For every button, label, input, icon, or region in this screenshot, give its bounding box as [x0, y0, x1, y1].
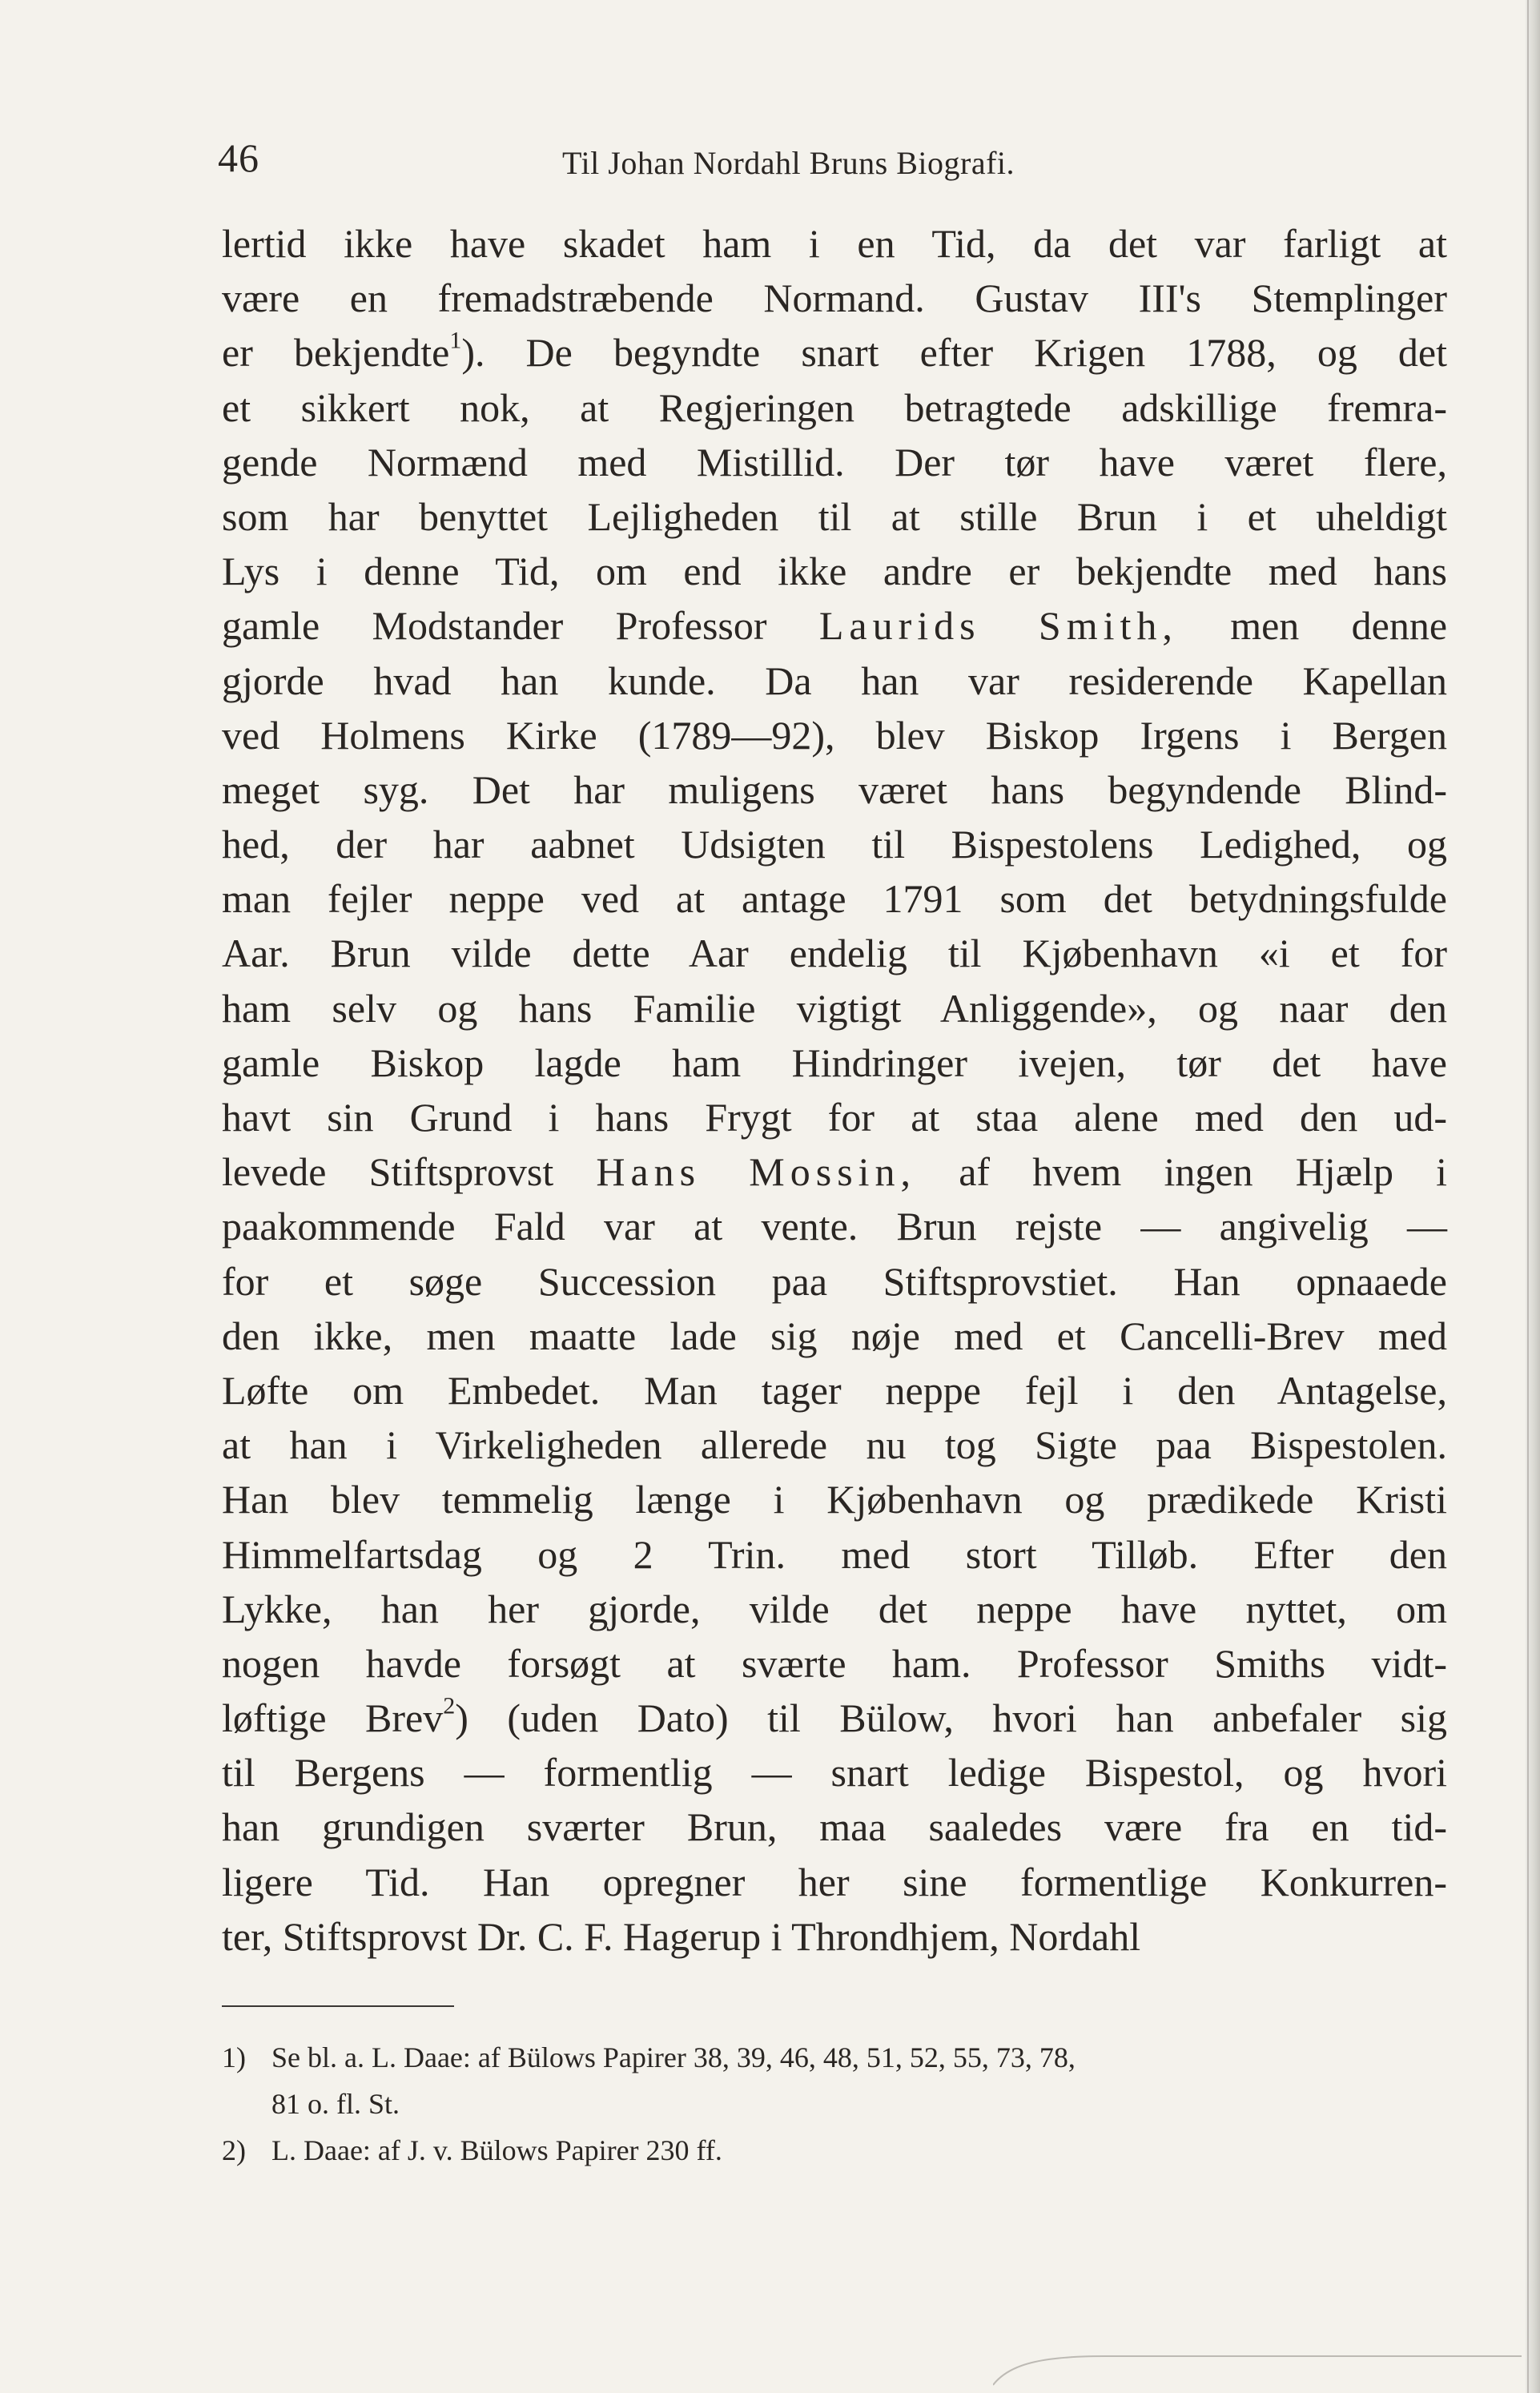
text-line: være en fremadstræbende Normand. Gustav III's Stemplinger	[222, 275, 1447, 321]
text-line: han grundigen sværter Brun, maa saaledes være fra en tid-	[222, 1804, 1447, 1850]
page-edge-line	[1527, 0, 1529, 2393]
text-line	[222, 598, 1447, 653]
text-line: ligere Tid. Han opregner her sine formentlige Konkurren-	[222, 1859, 1447, 1904]
text-segment: men denne	[1177, 603, 1448, 649]
running-title: Til Johan Nordahl Bruns Biografi.	[562, 145, 1015, 181]
text-line: lertid ikke have skadet ham i en Tid, da det var farligt at	[222, 221, 1447, 266]
footnote-2	[222, 2127, 1455, 2174]
footnote-mark: 1)	[222, 2041, 246, 2073]
text-line: Lys i denne Tid, om end ikke andre er bekjendte med hans	[222, 549, 1447, 594]
text-line	[222, 325, 1447, 380]
footnote-1	[222, 2034, 1455, 2081]
text-line: gamle Biskop lagde ham Hindringer ivejen, tør det have	[222, 1040, 1447, 1085]
text-line: Løfte om Embedet. Man tager neppe fejl i den Antagelse,	[222, 1367, 1447, 1413]
text-line: nogen havde forsøgt at sværte ham. Professor Smiths vidt-	[222, 1640, 1447, 1686]
body-text	[222, 216, 1447, 1964]
page-curl-mark	[993, 2347, 1522, 2387]
text-segment: er bekjendte	[222, 330, 450, 376]
footnote-1-continuation: 81 o. fl. St.	[271, 2088, 400, 2120]
text-line: som har benyttet Lejligheden til at stille Brun i et uheldigt	[222, 493, 1447, 539]
footnote-rule	[222, 2005, 454, 2007]
footnote-mark: 2)	[222, 2134, 246, 2166]
text-segment: levede Stiftsprovst	[222, 1149, 554, 1195]
footnote-text: L. Daae: af J. v. Bülows Papirer 230 ff.	[271, 2134, 722, 2166]
text-segment: løftige Brev	[222, 1695, 444, 1741]
text-line: Aar. Brun vilde dette Aar endelig til Kjøbenhavn «i et for	[222, 931, 1447, 976]
text-segment: ) (uden Dato) til Bülow, hvori han anbefaler sig	[455, 1695, 1447, 1741]
spaced-name: Hans Mossin,	[596, 1149, 917, 1195]
text-line: man fejler neppe ved at antage 1791 som det betydningsfulde	[222, 876, 1447, 922]
text-line: havt sin Grund i hans Frygt for at staa alene med den ud-	[222, 1095, 1447, 1140]
page-number: 46	[218, 135, 259, 180]
text-line: et sikkert nok, at Regjeringen betragtede adskillige fremra-	[222, 384, 1447, 430]
text-line: meget syg. Det har muligens været hans begyndende Blind-	[222, 766, 1447, 812]
text-line: Lykke, han her gjorde, vilde det neppe have nyttet, om	[222, 1586, 1447, 1631]
text-line: ter, Stiftsprovst Dr. C. F. Hagerup i Throndhjem, Nordahl	[222, 1913, 1141, 1959]
text-line: at han i Virkeligheden allerede nu tog Sigte paa Bispestolen.	[222, 1422, 1447, 1468]
text-segment: gamle Modstander Professor	[222, 603, 767, 649]
page-header	[218, 135, 1451, 191]
text-segment: ). De begyndte snart efter Krigen 1788, og det	[461, 330, 1448, 376]
text-line: ham selv og hans Familie vigtigt Anliggende», og naar den	[222, 985, 1447, 1031]
text-line: gjorde hvad han kunde. Da han var residerende Kapellan	[222, 658, 1447, 703]
text-line: Himmelfartsdag og 2 Trin. med stort Tilløb. Efter den	[222, 1531, 1447, 1577]
text-segment: af hvem ingen Hjælp i	[916, 1149, 1447, 1195]
text-line	[222, 1691, 1447, 1745]
text-line: for et søge Succession paa Stiftsprovstiet. Han opnaaede	[222, 1258, 1447, 1304]
footnote-ref: 1	[449, 327, 462, 354]
text-line: ved Holmens Kirke (1789—92), blev Biskop Irgens i Bergen	[222, 712, 1447, 758]
text-line: den ikke, men maatte lade sig nøje med et Cancelli-Brev med	[222, 1313, 1447, 1358]
text-line: gende Normænd med Mistillid. Der tør have været flere,	[222, 439, 1447, 485]
spaced-name: Laurids Smith,	[818, 603, 1178, 649]
text-line	[222, 1144, 1447, 1199]
text-line: til Bergens — formentlig — snart ledige Bispestol, og hvori	[222, 1750, 1447, 1796]
footnotes	[222, 2034, 1455, 2174]
footnote-text: Se bl. a. L. Daae: af Bülows Papirer 38, 39, 46, 48, 51, 52, 55, 73, 78,	[271, 2041, 1076, 2073]
text-line: Han blev temmelig længe i Kjøbenhavn og prædikede Kristi	[222, 1477, 1447, 1522]
text-line: paakommende Fald var at vente. Brun rejste — angivelig —	[222, 1204, 1447, 1249]
footnote-ref: 2	[443, 1692, 456, 1719]
text-line: hed, der har aabnet Udsigten til Bispestolens Ledighed, og	[222, 822, 1447, 867]
